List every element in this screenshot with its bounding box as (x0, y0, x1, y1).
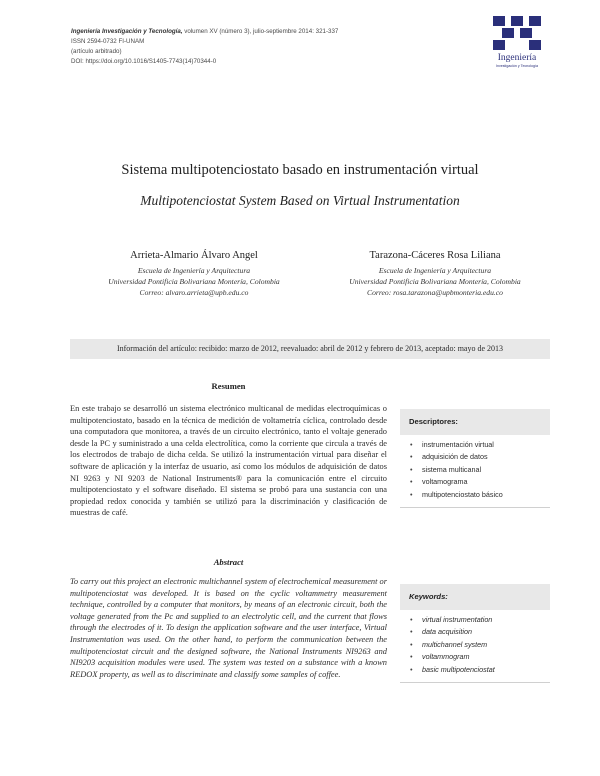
author-school: Escuela de Ingeniería y Arquitectura (378, 266, 492, 275)
journal-header (71, 27, 471, 67)
list-item: • data acquisition (422, 626, 550, 638)
list-item: • basic multipotenciostat (422, 664, 550, 676)
author-school: Escuela de Ingeniería y Arquitectura (137, 266, 251, 275)
logo-subtitle: Investigación y Tecnología (495, 64, 539, 68)
citation-line (71, 27, 471, 37)
resumen-text: En este trabajo se desarrolló un sistema electrónico multicanal de medidas electroquímicas o multipotenciostato, basado en la técnica de medición de voltametría cíclica, controlado desde una computadora que monitorea, a través de un circuito electrónico, tanto el voltaje generado desde la PC y suministrado a una celda electrolítica, como la corriente que circula a través de los electrodos de trabajo de dicha celda. Se utilizó la instrumentación virtual para diseñar el software de aplicación y la interfaz de usuario, así como los módulos de adquisición de datos NI 9263 y NI 9203 de National Instruments® para la comunicación entre el circuito multipotenciostato y el software diseñado. El sistema se probó para una sustancia con una propiedad redox conocida y también se utilizó para la discriminación y clasificación de muestras de café. (70, 404, 387, 518)
peer-review-note: (artículo arbitrado) (71, 48, 122, 55)
keywords-heading: Keywords: (400, 584, 550, 610)
author-university: Universidad Pontificia Bolivariana Montería, Colombia (349, 277, 521, 286)
journal-name: Ingeniería Investigación y Tecnología, (71, 28, 183, 35)
list-item: • virtual instrumentation (422, 614, 550, 626)
list-item: • multichannel system (422, 639, 550, 651)
author-1 (70, 250, 318, 298)
list-item: • adquisición de datos (422, 451, 550, 463)
list-item: • instrumentación virtual (422, 439, 550, 451)
list-item: • voltamograma (422, 476, 550, 488)
descriptores-heading: Descriptores: (400, 409, 550, 435)
title-english: Multipotenciostat System Based on Virtual Instrumentation (140, 193, 460, 208)
list-item: • multipotenciostato básico (422, 489, 550, 501)
resumen-heading: Resumen (211, 381, 246, 391)
list-item: • sistema multicanal (422, 464, 550, 476)
author-email[interactable]: Correo: alvaro.arrieta@upb.edu.co (139, 288, 249, 297)
divider (400, 507, 550, 508)
divider (400, 682, 550, 683)
doi-line (71, 57, 471, 67)
author-name: Arrieta-Almario Álvaro Angel (130, 250, 258, 261)
journal-issue: volumen XV (número 3), julio-septiembre 2014: 321-337 (182, 28, 339, 35)
abstract-text: To carry out this project an electronic multichannel system of electrochemical measurement or multipotenciostat was developed. It is based on the cyclic voltammetry measurement technique, controlled by a computer that monitors, by means of an electronic circuit, both the voltage generated from the Pc and supplied to an electrolytic cell, and the current that flows through the electrodes of it. To design the application software and the user interface, Virtual Instrumentation was used. On the other hand, to perform the communication between the multipotenciostat circuit and the designed software, the National Instruments NI9263 and NI9203 acquisition modules were used. The system was tested on a substance with a known REDOX property, as well as to discriminate and classify some samples of coffee. (70, 577, 387, 679)
keywords-list (400, 610, 550, 682)
keywords-box (400, 584, 550, 683)
author-university: Universidad Pontificia Bolivariana Montería, Colombia (108, 277, 280, 286)
author-2 (320, 250, 550, 298)
descriptores-box (400, 409, 550, 508)
abstract-heading: Abstract (213, 557, 244, 567)
article-info-bar: Información del artículo: recibido: marzo de 2012, reevaluado: abril de 2012 y febrero de 2013, aceptado: mayo de 2013 (70, 339, 550, 359)
doi-link[interactable]: https://doi.org/10.1016/S1405-7743(14)70344-0 (85, 58, 217, 65)
issn: ISSN 2594-0732 FI-UNAM (71, 38, 145, 45)
author-name: Tarazona-Cáceres Rosa Liliana (369, 250, 501, 261)
title-spanish: Sistema multipotenciostato basado en instrumentación virtual (121, 162, 479, 178)
doi-label: DOI: (71, 58, 84, 65)
logo-name: Ingeniería (497, 53, 537, 63)
author-email[interactable]: Correo: rosa.tarazona@upbmonteria.edu.co (367, 288, 503, 297)
descriptores-list (400, 435, 550, 507)
list-item: • voltammogram (422, 651, 550, 663)
